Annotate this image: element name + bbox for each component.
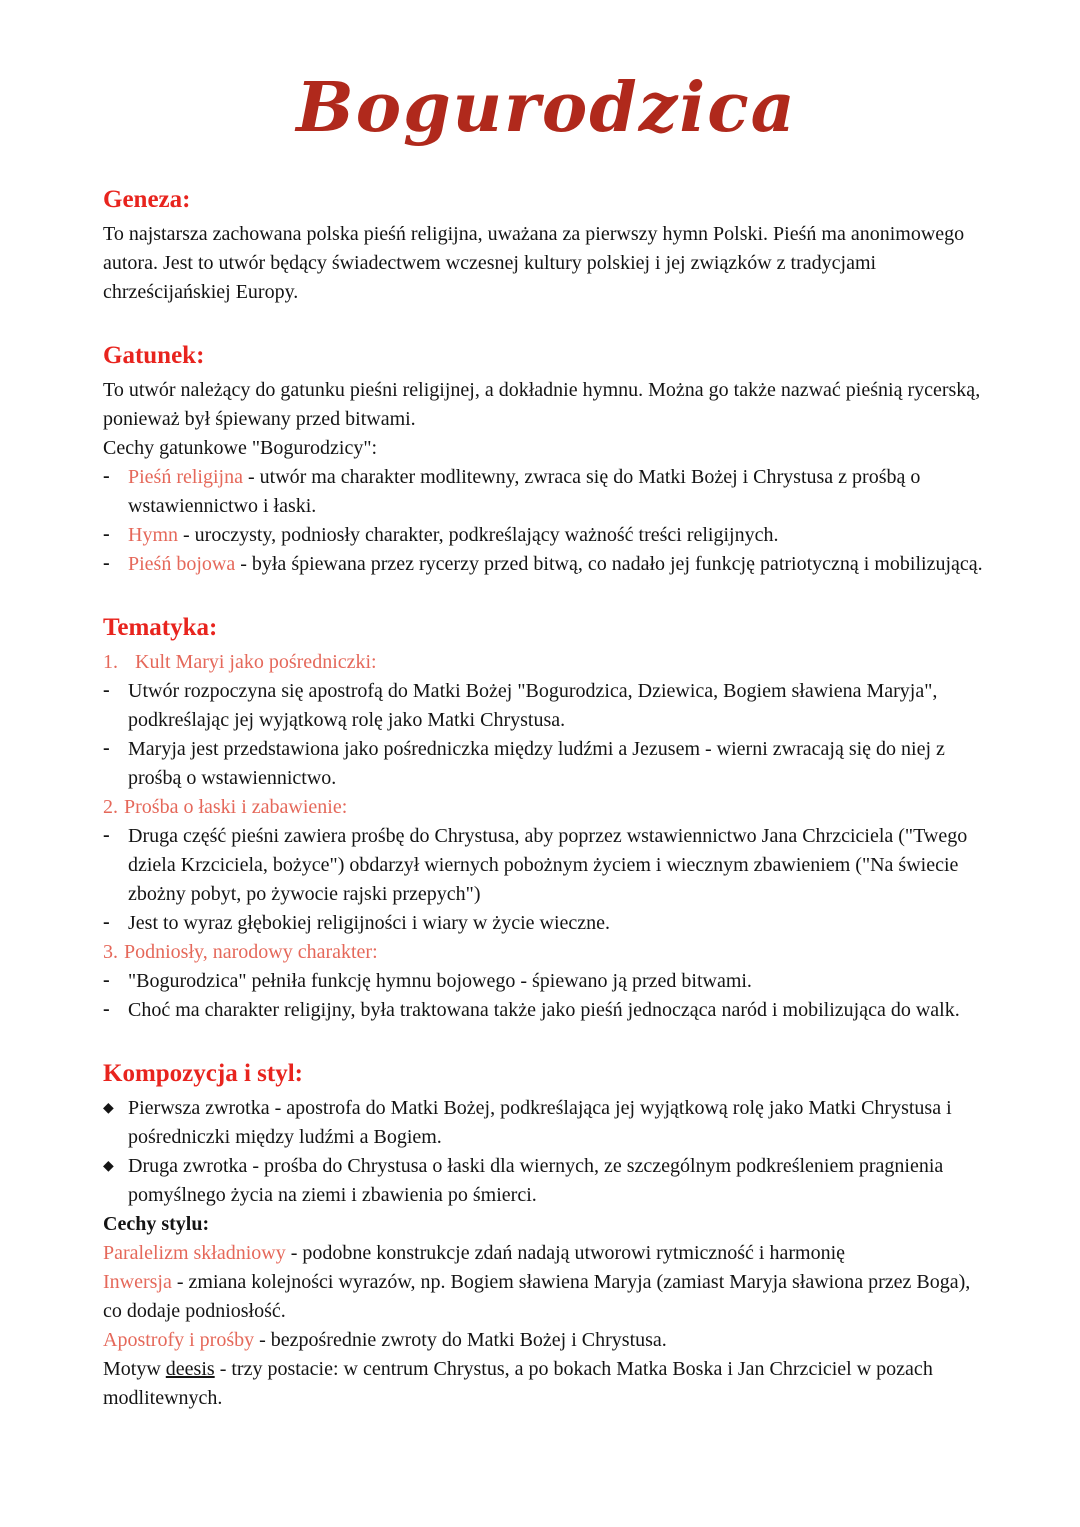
tematyka-point-1-list: [103, 677, 990, 793]
motyw-prefix: Motyw: [103, 1358, 166, 1380]
diamond-bullet-icon: ◆: [103, 1100, 114, 1116]
dash-bullet-icon: -: [103, 911, 110, 933]
tematyka-point-3-list: [103, 967, 990, 1025]
list-item: [103, 996, 990, 1025]
list-item: [103, 909, 990, 938]
list-item: [103, 677, 990, 735]
list-item: [103, 521, 990, 550]
style-feature-paralelizm: [103, 1239, 990, 1268]
tematyka-heading: Tematyka:: [103, 614, 218, 641]
list-item: [103, 550, 990, 579]
point-number: 3.: [103, 941, 118, 963]
style-description: - bezpośrednie zwroty do Matki Bożej i Chrystusa.: [254, 1329, 667, 1351]
style-term: Inwersja: [103, 1271, 172, 1293]
list-item: [103, 1094, 990, 1152]
genre-description: - utwór ma charakter modlitewny, zwraca się do Matki Bożej i Chrystusa z prośbą o wstawiennictwo i łaski.: [128, 466, 921, 517]
genre-term: Pieśń religijna: [128, 466, 243, 488]
list-item: [103, 463, 990, 521]
list-item: [103, 967, 990, 996]
style-feature-apostrofy: [103, 1326, 990, 1355]
composition-list: [103, 1094, 990, 1210]
point-label-text: Prośba o łaski i zabawienie:: [124, 796, 348, 818]
bullet-text: "Bogurodzica" pełniła funkcję hymnu bojowego - śpiewano ją przed bitwami.: [128, 970, 752, 992]
motyw-text: - trzy postacie: w centrum Chrystus, a po bokach Matka Boska i Jan Chrzciciel w pozach modlitewnych.: [103, 1358, 933, 1409]
point-number: 1.: [103, 651, 118, 673]
tematyka-point-2-label: [103, 793, 990, 822]
geneza-heading: Geneza:: [103, 186, 191, 213]
dash-bullet-icon: -: [103, 969, 110, 991]
list-item: [103, 1152, 990, 1210]
dash-bullet-icon: -: [103, 679, 110, 701]
bullet-text: Utwór rozpoczyna się apostrofą do Matki Bożej "Bogurodzica, Dziewica, Bogiem sławiena Maryja", podkreślając jej wyjątkową rolę jako Matki Chrystusa.: [128, 680, 938, 731]
tematyka-point-1-label: [103, 648, 990, 677]
kompozycja-heading: Kompozycja i styl:: [103, 1060, 303, 1087]
list-item: [103, 822, 990, 909]
gatunek-heading: Gatunek:: [103, 342, 205, 369]
genre-term: Hymn: [128, 524, 178, 546]
point-number: 2.: [103, 796, 118, 818]
geneza-paragraph: To najstarsza zachowana polska pieśń religijna, uważana za pierwszy hymn Polski. Pieśń ma anonimowego autora. Jest to utwór będący świadectwem wczesnej kultury polskiej i jej związków z tradycjami chrześcijańskiej Europy.: [103, 223, 965, 303]
bullet-text: Druga zwrotka - prośba do Chrystusa o łaski dla wiernych, ze szczególnym podkreśleniem pragnienia pomyślnego życia na ziemi i zbawienia po śmierci.: [128, 1155, 944, 1206]
genre-term: Pieśń bojowa: [128, 553, 236, 575]
style-term: Apostrofy i prośby: [103, 1329, 255, 1351]
bullet-text: Pierwsza zwrotka - apostrofa do Matki Bożej, podkreślająca jej wyjątkową rolę jako Matki Chrystusa i pośredniczki między ludźmi a Bogiem.: [128, 1097, 952, 1148]
motyw-deesis-line: [103, 1355, 990, 1413]
genre-features-list: [103, 463, 990, 579]
dash-bullet-icon: -: [103, 998, 110, 1020]
cechy-stylu-subheading: Cechy stylu:: [103, 1213, 210, 1235]
list-item: [103, 735, 990, 793]
deesis-term: deesis: [165, 1358, 215, 1380]
bullet-text: Jest to wyraz głębokiej religijności i wiary w życie wieczne.: [128, 912, 611, 934]
tematyka-point-3-label: [103, 938, 990, 967]
dash-bullet-icon: -: [103, 737, 110, 759]
dash-bullet-icon: -: [103, 465, 110, 487]
style-description: - podobne konstrukcje zdań nadają utworowi rytmiczność i harmonię: [285, 1242, 846, 1264]
gatunek-paragraph: To utwór należący do gatunku pieśni religijnej, a dokładnie hymnu. Można go także nazwać pieśnią rycerską, ponieważ był śpiewany przed bitwami.: [103, 379, 981, 430]
point-label-text: Kult Maryi jako pośredniczki:: [135, 651, 377, 673]
style-term: Paralelizm składniowy: [103, 1242, 286, 1264]
genre-description: - była śpiewana przez rycerzy przed bitwą, co nadało jej funkcję patriotyczną i mobilizującą.: [235, 553, 983, 575]
genre-description: - uroczysty, podniosły charakter, podkreślający ważność treści religijnych.: [178, 524, 779, 546]
dash-bullet-icon: -: [103, 824, 110, 846]
gatunek-list-intro: Cechy gatunkowe "Bogurodzicy":: [103, 437, 378, 459]
diamond-bullet-icon: ◆: [103, 1158, 114, 1174]
dash-bullet-icon: -: [103, 523, 110, 545]
style-description: - zmiana kolejności wyrazów, np. Bogiem sławiena Maryja (zamiast Maryja sławiona przez Boga), co dodaje podniosłość.: [103, 1271, 971, 1322]
page-title: Bogurodzica: [296, 68, 797, 148]
point-label-text: Podniosły, narodowy charakter:: [124, 941, 378, 963]
style-feature-inwersja: [103, 1268, 990, 1326]
bullet-text: Choć ma charakter religijny, była traktowana także jako pieśń jednocząca naród i mobilizująca do walk.: [128, 999, 960, 1021]
bullet-text: Maryja jest przedstawiona jako pośredniczka między ludźmi a Jezusem - wierni zwracają się do niej z prośbą o wstawiennictwo.: [128, 738, 945, 789]
bullet-text: Druga część pieśni zawiera prośbę do Chrystusa, aby poprzez wstawiennictwo Jana Chrzciciela ("Twego dziela Krzciciela, bożyce") obdarzył wiernych pobożnym życiem i wiecznym zbawieniem ("Na świecie zbożny pobyt, po żywocie rajski przepych"): [128, 825, 968, 905]
dash-bullet-icon: -: [103, 552, 110, 574]
tematyka-point-2-list: [103, 822, 990, 938]
